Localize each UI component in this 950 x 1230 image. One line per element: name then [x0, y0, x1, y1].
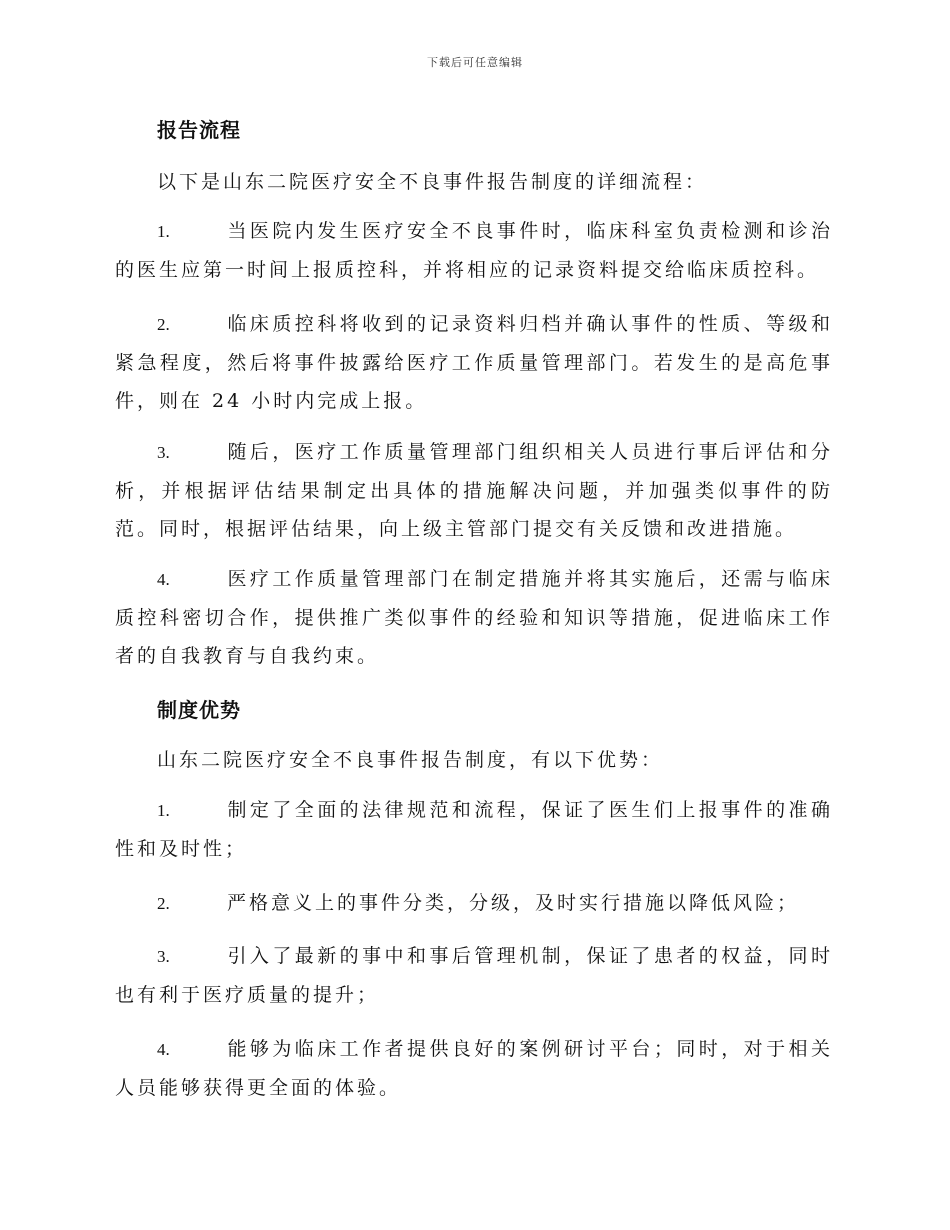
list-item-text: 当医院内发生医疗安全不良事件时，临床科室负责检测和诊治的医生应第一时间上报质控科，并将相应的记录资料提交给临床质控科。 — [115, 220, 833, 281]
list-item-number: 4. — [157, 1040, 170, 1059]
section-heading-report-process: 报告流程 — [157, 118, 241, 142]
list-item-number: 4. — [157, 570, 170, 589]
list-item — [115, 433, 833, 548]
list-item — [115, 937, 833, 1014]
list-item — [115, 560, 833, 675]
list-item-number: 3. — [157, 947, 170, 966]
list-item-number: 2. — [157, 315, 170, 334]
list-item-number: 2. — [157, 894, 170, 913]
list-item-number: 3. — [157, 443, 170, 462]
list-item-text: 医疗工作质量管理部门在制定措施并将其实施后，还需与临床质控科密切合作，提供推广类似事件的经验和知识等措施，促进临床工作者的自我教育与自我约束。 — [115, 568, 833, 667]
section-intro: 山东二院医疗安全不良事件报告制度，有以下优势： — [157, 749, 664, 771]
list-item-text: 引入了最新的事中和事后管理机制，保证了患者的权益，同时也有利于医疗质量的提升； — [115, 945, 833, 1006]
list-item — [115, 884, 833, 923]
list-item-text: 能够为临床工作者提供良好的案例研讨平台；同时，对于相关人员能够获得更全面的体验。 — [115, 1038, 833, 1099]
page-header-note: 下载后可任意编辑 — [427, 56, 523, 69]
section-intro: 以下是山东二院医疗安全不良事件报告制度的详细流程： — [157, 171, 708, 193]
list-item-number: 1. — [157, 801, 170, 820]
list-item-text: 制定了全面的法律规范和流程，保证了医生们上报事件的准确性和及时性； — [115, 799, 833, 860]
list-item — [115, 791, 833, 868]
list-item-text: 随后，医疗工作质量管理部门组织相关人员进行事后评估和分析，并根据评估结果制定出具体的措施解决问题，并加强类似事件的防范。同时，根据评估结果，向上级主管部门提交有关反馈和改进措施。 — [115, 441, 833, 540]
list-item-text: 严格意义上的事件分类，分级，及时实行措施以降低风险； — [227, 892, 800, 914]
list-item — [115, 212, 833, 289]
section-heading-system-advantages: 制度优势 — [157, 698, 241, 722]
list-item-number: 1. — [157, 222, 170, 241]
list-item — [115, 305, 833, 420]
list-item-text: 临床质控科将收到的记录资料归档并确认事件的性质、等级和紧急程度，然后将事件披露给医疗工作质量管理部门。若发生的是高危事件，则在 24 小时内完成上报。 — [115, 313, 833, 412]
list-item — [115, 1030, 833, 1107]
